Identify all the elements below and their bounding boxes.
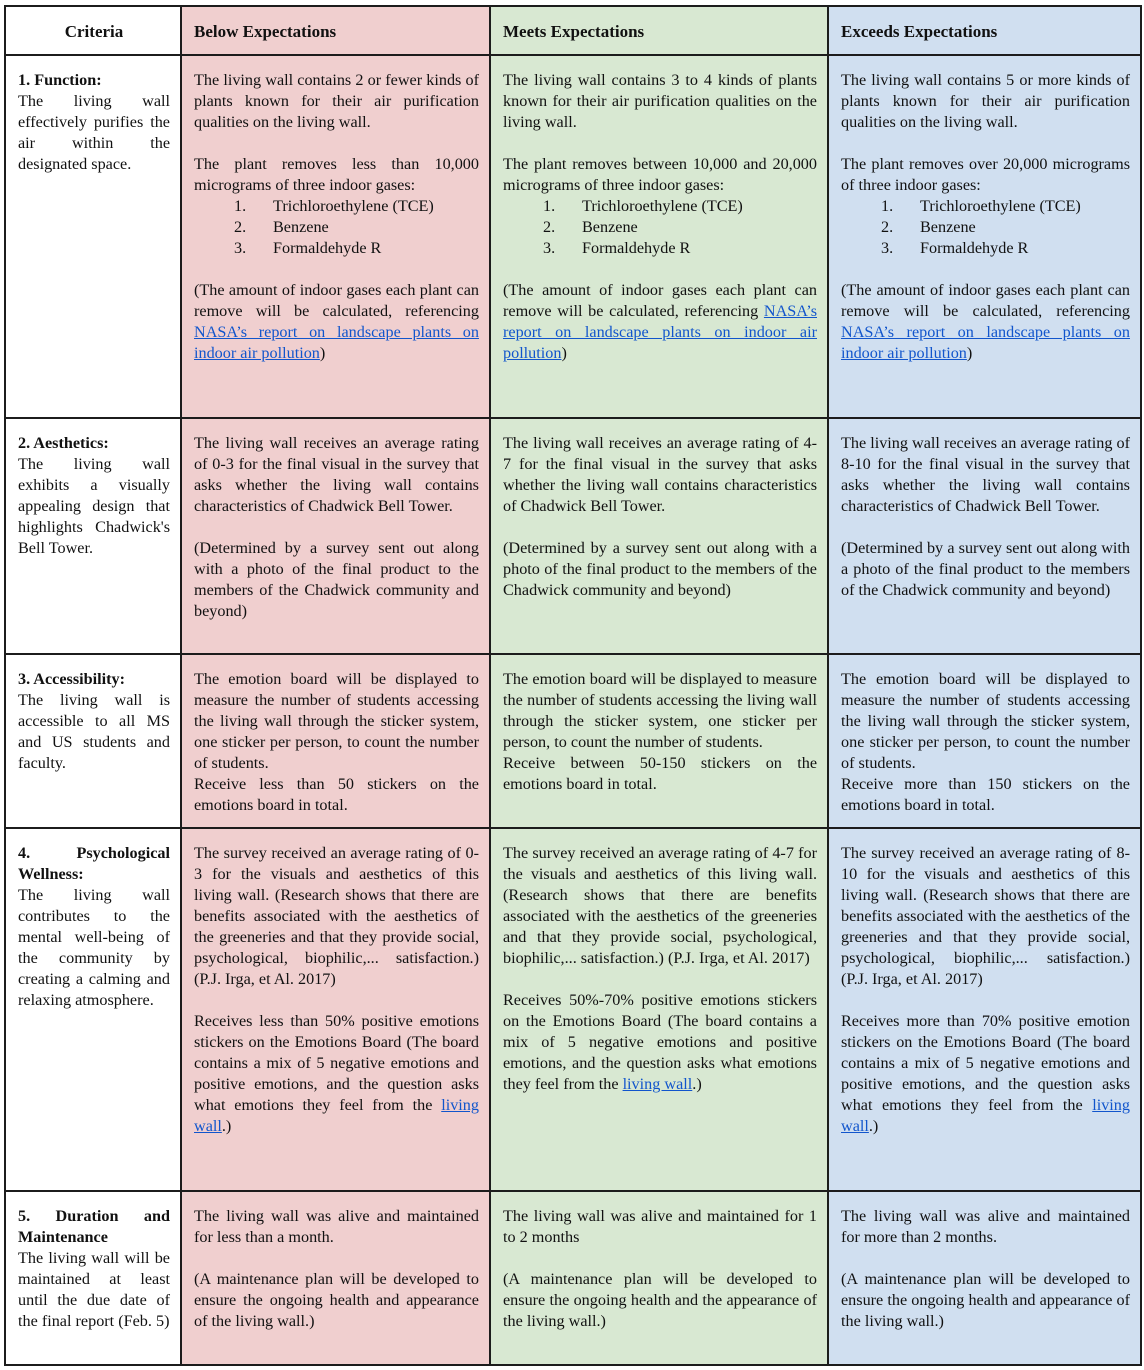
- cell-text: (A maintenance plan will be developed to ensure the ongoing health and the appearance of the living wall.): [503, 1270, 817, 1330]
- criteria-cell: [5, 418, 181, 654]
- cell-text: The survey received an average rating of 4-7 for the visuals and aesthetics of this living wall. (Research shows that there are benefits associated with the aesthetics of the greeneries and that they provide social, psychological, biophilic,... satisfaction.) (P.J. Irga, et Al. 2017): [503, 844, 817, 967]
- exceeds-cell: [828, 55, 1141, 418]
- row-aesthetics: [5, 418, 1141, 654]
- header-row: [5, 6, 1141, 55]
- exceeds-cell: [828, 418, 1141, 654]
- cell-text: The plant removes between 10,000 and 20,000 micrograms of three indoor gases:: [503, 155, 817, 194]
- gas-list: [503, 196, 817, 259]
- list-item: 1. Trichloroethylene (TCE): [543, 197, 743, 215]
- cell-text: The living wall was alive and maintained for less than a month.: [194, 1207, 479, 1246]
- below-cell: [181, 828, 490, 1191]
- below-cell: [181, 55, 490, 418]
- list-item: 3. Formaldehyde R: [234, 239, 382, 257]
- list-item: 2. Benzene: [543, 218, 638, 236]
- header-below: Below Expectations: [181, 6, 490, 55]
- cell-text: The survey received an average rating of 0-3 for the visuals and aesthetics of this living wall. (Research shows that there are benefits associated with the aesthetics of the greeneries and that they provide social, psychological, biophilic,... satisfaction.) (P.J. Irga, et Al. 2017): [194, 844, 479, 988]
- criteria-cell: [5, 654, 181, 828]
- cell-text: (The amount of indoor gases each plant can remove will be calculated, referencing NASA’s report on landscape plants on indoor air pollution): [194, 281, 479, 362]
- criteria-desc: The living wall contributes to the mental well-being of the community by creating a calming and relaxing atmosphere.: [18, 886, 170, 1009]
- criteria-desc: The living wall is accessible to all MS and US students and faculty.: [18, 691, 170, 772]
- cell-text: The emotion board will be displayed to measure the number of students accessing the living wall through the sticker system, one sticker per person, to count the number of students.: [194, 670, 479, 772]
- cell-text: The living wall was alive and maintained for more than 2 months.: [841, 1207, 1130, 1246]
- rubric-table: [4, 5, 1142, 1366]
- below-cell: [181, 1191, 490, 1365]
- meets-cell: [490, 1191, 828, 1365]
- cell-text: The living wall contains 2 or fewer kinds of plants known for their air purification qualities on the living wall.: [194, 71, 479, 131]
- cell-text: The survey received an average rating of 8-10 for the visuals and aesthetics of this living wall. (Research shows that there are benefits associated with the aesthetics of the greeneries and that they provide social, psychological, biophilic,... satisfaction.) (P.J. Irga, et Al. 2017): [841, 844, 1130, 988]
- nasa-report-link[interactable]: NASA’s report on landscape plants on indoor air pollution: [503, 302, 817, 362]
- list-item: 1. Trichloroethylene (TCE): [234, 197, 434, 215]
- cell-text: The living wall receives an average rating of 0-3 for the final visual in the survey that asks whether the living wall contains characteristics of Chadwick Bell Tower.: [194, 434, 479, 515]
- criteria-desc: The living wall effectively purifies the air within the designated space.: [18, 92, 170, 173]
- cell-text: Receive less than 50 stickers on the emotions board in total.: [194, 775, 479, 814]
- gas-list: [194, 196, 479, 259]
- header-criteria: Criteria: [5, 6, 181, 55]
- cell-text: (A maintenance plan will be developed to ensure the ongoing health and appearance of the living wall.): [841, 1270, 1130, 1330]
- living-wall-link[interactable]: living wall: [622, 1075, 693, 1093]
- meets-cell: [490, 654, 828, 828]
- criteria-desc: The living wall will be maintained at least until the due date of the final report (Feb. 5): [18, 1249, 170, 1330]
- cell-text: The living wall receives an average rating of 4-7 for the final visual in the survey that asks whether the living wall contains characteristics of Chadwick Bell Tower.: [503, 434, 817, 515]
- list-item: 3. Formaldehyde R: [543, 239, 691, 257]
- cell-text: The living wall was alive and maintained for 1 to 2 months: [503, 1207, 817, 1246]
- cell-text: (The amount of indoor gases each plant can remove will be calculated, referencing NASA’s report on landscape plants on indoor air pollution): [841, 281, 1130, 362]
- cell-text: (Determined by a survey sent out along with a photo of the final product to the members of the Chadwick community and beyond): [841, 539, 1130, 599]
- below-cell: [181, 654, 490, 828]
- meets-cell: [490, 418, 828, 654]
- criteria-title: 3. Accessibility:: [18, 670, 126, 688]
- row-psychological-wellness: [5, 828, 1141, 1191]
- cell-text: Receive between 50-150 stickers on the emotions board in total.: [503, 754, 817, 793]
- cell-text: The plant removes over 20,000 micrograms of three indoor gases:: [841, 155, 1130, 194]
- list-item: 2. Benzene: [234, 218, 329, 236]
- exceeds-cell: [828, 1191, 1141, 1365]
- cell-text: Receives less than 50% positive emotions stickers on the Emotions Board (The board contains a mix of 5 negative emotions and positive emotions, and the question asks what emotions they feel from the living wall.): [194, 1012, 479, 1135]
- criteria-title: 4. Psychological Wellness:: [18, 844, 170, 883]
- cell-text: Receives 50%-70% positive emotions stickers on the Emotions Board (The board contains a mix of 5 negative emotions and positive emotions, and the question asks what emotions they feel from the living wall.): [503, 991, 817, 1093]
- cell-text: Receive more than 150 stickers on the emotions board in total.: [841, 775, 1130, 814]
- gas-list: [841, 196, 1130, 259]
- cell-text: (Determined by a survey sent out along with a photo of the final product to the members of the Chadwick community and beyond): [194, 539, 479, 620]
- cell-text: (A maintenance plan will be developed to ensure the ongoing health and appearance of the living wall.): [194, 1270, 479, 1330]
- criteria-cell: [5, 55, 181, 418]
- cell-text: The living wall receives an average rating of 8-10 for the final visual in the survey that asks whether the living wall contains characteristics of Chadwick Bell Tower.: [841, 434, 1130, 515]
- criteria-title: 5. Duration and Maintenance: [18, 1207, 170, 1246]
- criteria-title: 2. Aesthetics:: [18, 434, 109, 452]
- nasa-report-link[interactable]: NASA’s report on landscape plants on indoor air pollution: [194, 323, 479, 362]
- living-wall-link[interactable]: living wall: [841, 1096, 1130, 1135]
- cell-text: (Determined by a survey sent out along with a photo of the final product to the members of the Chadwick community and beyond): [503, 539, 817, 599]
- below-cell: [181, 418, 490, 654]
- cell-text: (The amount of indoor gases each plant can remove will be calculated, referencing NASA’s report on landscape plants on indoor air pollution): [503, 281, 817, 362]
- list-item: 3. Formaldehyde R: [881, 239, 1029, 257]
- cell-text: Receives more than 70% positive emotion stickers on the Emotions Board (The board contains a mix of 5 negative emotions and positive emotions, and the question asks what emotions they feel from the living wall.): [841, 1012, 1130, 1135]
- meets-cell: [490, 55, 828, 418]
- cell-text: The living wall contains 3 to 4 kinds of plants known for their air purification qualities on the living wall.: [503, 71, 817, 131]
- row-duration-maintenance: [5, 1191, 1141, 1365]
- list-item: 1. Trichloroethylene (TCE): [881, 197, 1081, 215]
- header-meets: Meets Expectations: [490, 6, 828, 55]
- criteria-cell: [5, 1191, 181, 1365]
- list-item: 2. Benzene: [881, 218, 976, 236]
- cell-text: The emotion board will be displayed to measure the number of students accessing the living wall through the sticker system, one sticker per person, to count the number of students.: [503, 670, 817, 751]
- header-exceeds: Exceeds Expectations: [828, 6, 1141, 55]
- criteria-cell: [5, 828, 181, 1191]
- criteria-title: 1. Function:: [18, 71, 102, 89]
- cell-text: The emotion board will be displayed to measure the number of students accessing the living wall through the sticker system, one sticker per person, to count the number of students.: [841, 670, 1130, 772]
- exceeds-cell: [828, 828, 1141, 1191]
- row-accessibility: [5, 654, 1141, 828]
- living-wall-link[interactable]: living wall: [194, 1096, 479, 1135]
- nasa-report-link[interactable]: NASA’s report on landscape plants on indoor air pollution: [841, 323, 1130, 362]
- cell-text: The living wall contains 5 or more kinds of plants known for their air purification qualities on the living wall.: [841, 71, 1130, 131]
- cell-text: The plant removes less than 10,000 micrograms of three indoor gases:: [194, 155, 479, 194]
- exceeds-cell: [828, 654, 1141, 828]
- meets-cell: [490, 828, 828, 1191]
- row-function: [5, 55, 1141, 418]
- criteria-desc: The living wall exhibits a visually appealing design that highlights Chadwick's Bell Tower.: [18, 455, 170, 557]
